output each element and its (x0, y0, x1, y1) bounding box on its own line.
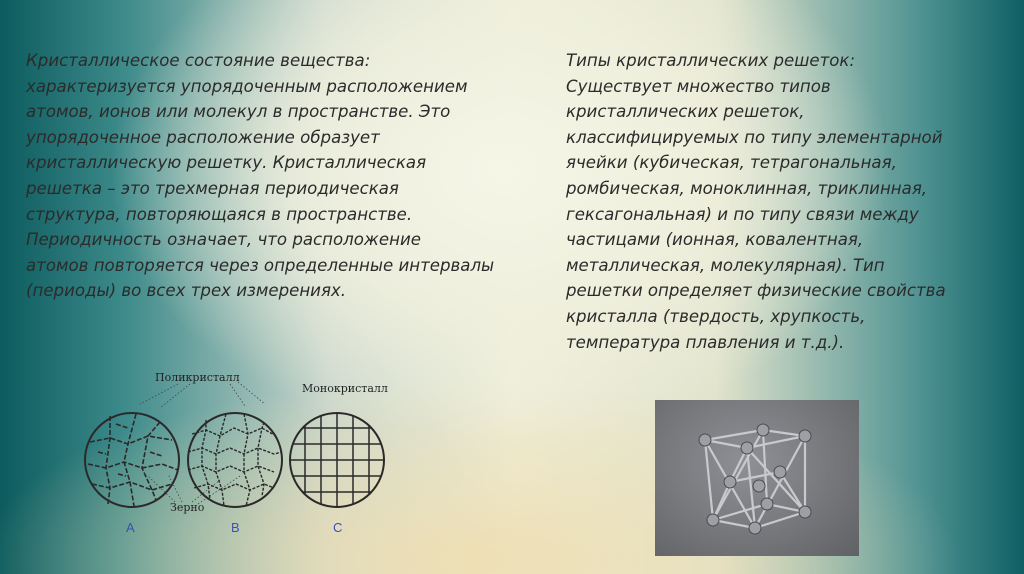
monocrystal-label: Монокристалл (302, 382, 388, 395)
letter-a: A (126, 520, 135, 535)
crystal-lattice-model-photo (655, 400, 859, 556)
crystalline-state-text: Кристаллическое состояние вещества: характеризуется упорядоченным расположением атомов, ионов или молекул в пространстве. Это упорядоченное расположение образует кристаллическую решетку. Кристаллическая решетка – это трехмерная периодическая структура, повторяющаяся в пространстве. Периодичность означает, что расположение атомов повторяется через определенные интервалы (периоды) во всех трех измерениях. (26, 51, 495, 301)
lattice-types-text: Типы кристаллических решеток: Существует множество типов кристаллических решеток, классифицируемых по типу элементарной ячейки (кубическая, тетрагональная, ромбическая, моноклинная, триклинная, гексагональная) и по типу связи между частицами (ионная, ковалентная, металлическая, молекулярная). Тип решетки определяет физические свойства кристалла (твердость, хрупкость, температура плавления и т.д.). (566, 51, 946, 352)
crystal-structure-diagram (80, 364, 410, 544)
polycrystal-coarse (85, 413, 179, 507)
letter-b: B (231, 520, 240, 535)
polycrystal-label: Поликристалл (155, 371, 240, 384)
polycrystal-fine (188, 413, 282, 507)
grain-label: Зерно (170, 501, 205, 514)
lattice-model-drawing (655, 400, 859, 556)
monocrystal-grid (290, 413, 384, 507)
letter-c: C (333, 520, 343, 535)
